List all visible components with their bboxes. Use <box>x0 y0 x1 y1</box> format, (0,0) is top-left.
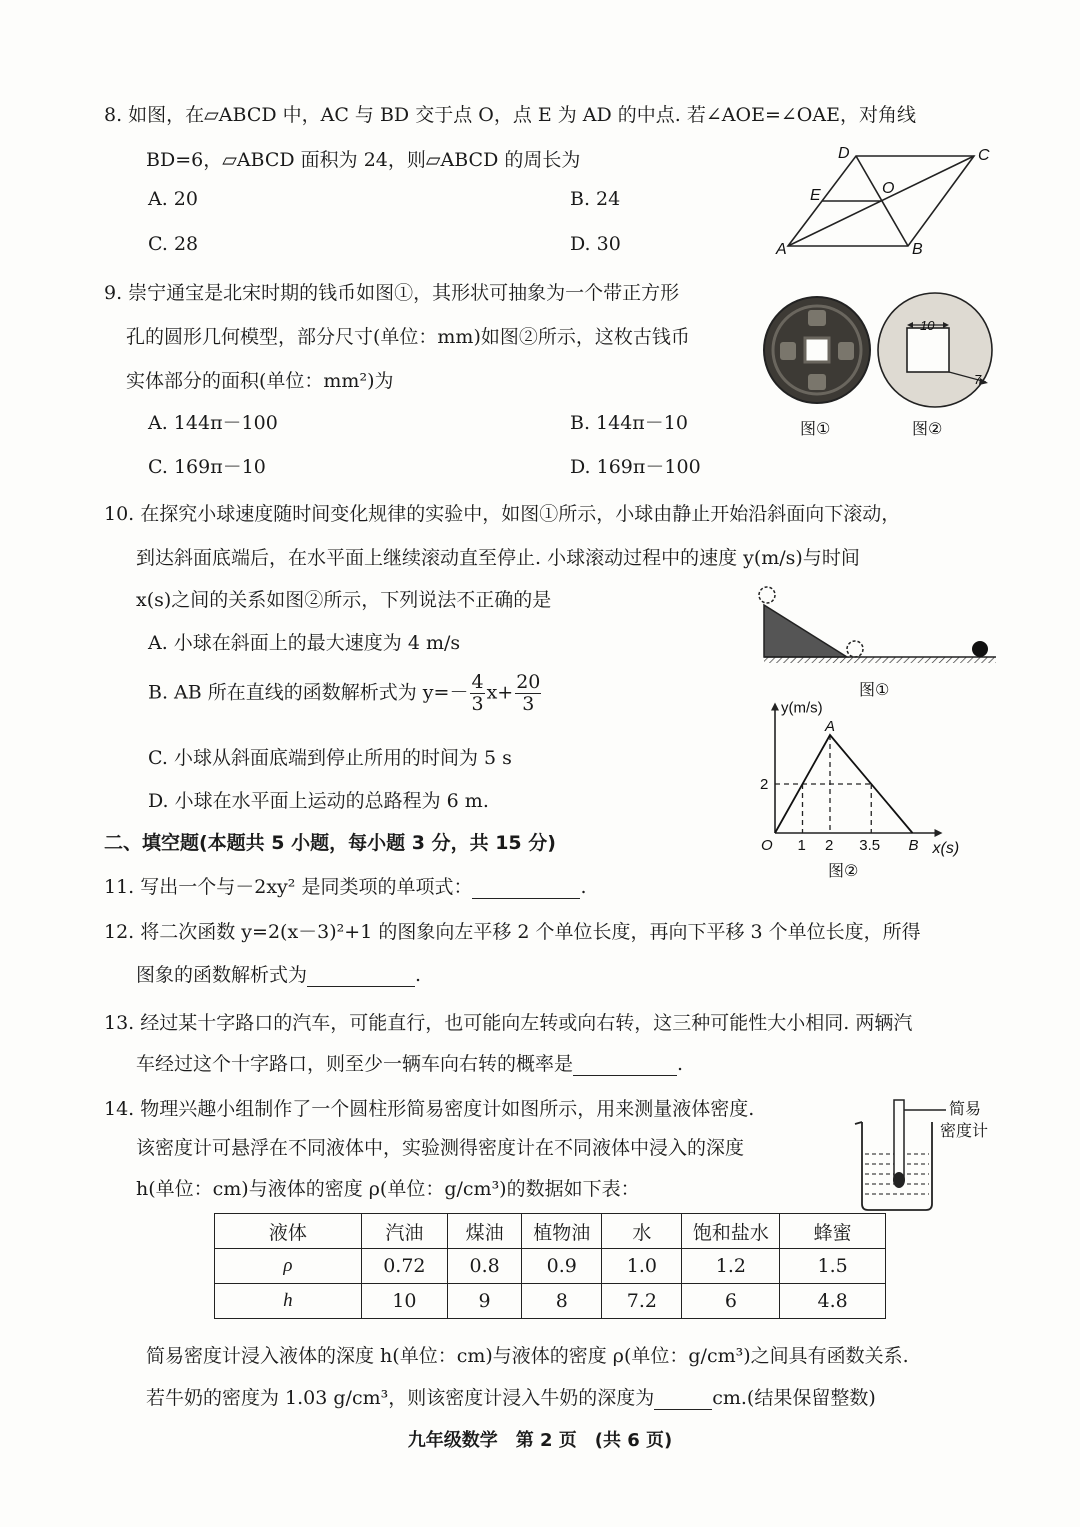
table-cell: 1.2 <box>682 1249 780 1284</box>
x-axis-label: x(s) <box>932 840 960 857</box>
point-label-a: A <box>825 718 836 735</box>
table-header-row <box>215 1214 886 1249</box>
table-cell: 4.8 <box>780 1284 886 1319</box>
table-cell: 0.72 <box>361 1249 447 1284</box>
q11-text: 11. 写出一个与－2xy² 是同类项的单项式： <box>104 876 473 898</box>
q13-text: 车经过这个十字路口，则至少一辆车向右转的概率是 <box>136 1053 574 1075</box>
q8-label-c: C <box>978 147 990 164</box>
frac2-num: 20 <box>516 671 541 693</box>
table-cell: 9 <box>447 1284 521 1319</box>
q9-fig2-label: 图② <box>912 419 943 438</box>
q10-option-d: D. 小球在水平面上运动的总路程为 6 m. <box>148 790 489 812</box>
q10-line1: 10. 在探究小球速度随时间变化规律的实验中，如图①所示，小球由静止开始沿斜面向下滚动， <box>104 503 901 525</box>
q10-option-a: A. 小球在斜面上的最大速度为 4 m/s <box>148 632 461 654</box>
q14-after-line2 <box>146 1383 876 1410</box>
q9-option-c: C. 169π－10 <box>148 456 266 478</box>
q12-answer-blank[interactable] <box>307 964 415 987</box>
y-axis-label: y(m/s) <box>781 700 823 717</box>
q8-label-d: D <box>838 145 850 162</box>
q10-line3: x(s)之间的关系如图②所示，下列说法不正确的是 <box>136 589 552 611</box>
table-cell: 液体 <box>215 1214 362 1249</box>
y-axis-arrow <box>771 703 779 711</box>
q12-end: . <box>415 964 422 986</box>
frac1-den: 3 <box>471 692 484 715</box>
point-label-o: O <box>761 837 773 854</box>
q9-dim-ring: 7 <box>974 372 982 387</box>
table-cell: 汽油 <box>361 1214 447 1249</box>
q9-option-b: B. 144π－10 <box>570 412 688 434</box>
q9-coin-figures <box>760 290 1000 445</box>
q8-line2: BD=6，▱ABCD 面积为 24，则▱ABCD 的周长为 <box>146 149 581 171</box>
q10-fig2-label: 图② <box>828 861 859 880</box>
point-label-b: B <box>908 837 919 854</box>
q14-answer-blank[interactable] <box>654 1387 712 1410</box>
fraction-4-3 <box>470 672 484 715</box>
q12-text: 图象的函数解析式为 <box>136 964 308 986</box>
q13-line1: 13. 经过某十字路口的汽车，可能直行，也可能向左转或向右转，这三种可能性大小相同. 两辆汽 <box>104 1012 913 1034</box>
section2-heading: 二、填空题(本题共 5 小题，每小题 3 分，共 15 分) <box>104 832 556 854</box>
table-cell: ρ <box>215 1249 362 1284</box>
q9-line3: 实体部分的面积(单位：mm²)为 <box>126 370 394 392</box>
coin-photo <box>764 297 870 403</box>
q10-option-b <box>148 672 543 715</box>
x-tick-label: 3.5 <box>859 837 881 854</box>
q8-label-o: O <box>882 180 895 197</box>
table-cell: 植物油 <box>522 1214 602 1249</box>
q13-answer-blank[interactable] <box>573 1053 677 1076</box>
table-cell: 蜂蜜 <box>780 1214 886 1249</box>
q8-parallelogram-figure <box>770 138 1000 258</box>
q9-fig1-label: 图① <box>800 419 831 438</box>
q9-line2: 孔的圆形几何模型，部分尺寸(单位：mm)如图②所示，这枚古钱币 <box>126 326 690 348</box>
fraction-20-3 <box>515 672 541 715</box>
x-axis-arrow <box>935 829 943 837</box>
q14-hydrometer-figure <box>850 1092 1000 1214</box>
q8-option-a: A. 20 <box>148 188 198 210</box>
q14-line1: 14. 物理兴趣小组制作了一个圆柱形简易密度计如图所示，用来测量液体密度. <box>104 1098 755 1120</box>
frac2-den: 3 <box>522 692 535 715</box>
x-tick-label: 1 <box>797 837 806 854</box>
q10-velocity-chart <box>750 700 990 885</box>
q12-line1: 12. 将二次函数 y=2(x－3)²+1 的图象向左平移 2 个单位长度，再向下平移 3 个单位长度，所得 <box>104 921 921 943</box>
q8-option-d: D. 30 <box>570 233 621 255</box>
q10-option-b-prefix: B. AB 所在直线的函数解析式为 y=－ <box>148 681 469 704</box>
q10-option-b-mid: x+ <box>486 681 514 704</box>
table-cell: 饱和盐水 <box>682 1214 780 1249</box>
q14-after-text: 若牛奶的密度为 1.03 g/cm³，则该密度计浸入牛奶的深度为 <box>146 1387 655 1409</box>
q14-after-line1: 简易密度计浸入液体的深度 h(单位：cm)与液体的密度 ρ(单位：g/cm³)之间具有函数关系. <box>146 1345 909 1367</box>
table-cell: 7.2 <box>602 1284 682 1319</box>
q11-answer-blank[interactable] <box>472 876 580 899</box>
q8-label-e: E <box>810 187 821 204</box>
table-cell: 1.0 <box>602 1249 682 1284</box>
x-tick-label: 2 <box>825 837 834 854</box>
q11-line <box>104 872 587 899</box>
table-cell: 煤油 <box>447 1214 521 1249</box>
q8-line1: 8. 如图，在▱ABCD 中，AC 与 BD 交于点 O，点 E 为 AD 的中点. 若∠AOE=∠OAE，对角线 <box>104 104 916 126</box>
table-cell: h <box>215 1284 362 1319</box>
table-cell: 8 <box>522 1284 602 1319</box>
q14-line2: 该密度计可悬浮在不同液体中，实验测得密度计在不同液体中浸入的深度 <box>136 1137 745 1159</box>
table-cell: 0.9 <box>522 1249 602 1284</box>
q9-dim-square: 10 <box>920 318 935 333</box>
q9-option-d: D. 169π－100 <box>570 456 701 478</box>
q11-end: . <box>580 876 587 898</box>
q8-option-b: B. 24 <box>570 188 621 210</box>
q14-fig-label-1: 简易 <box>949 1099 982 1118</box>
q9-line1: 9. 崇宁通宝是北宋时期的钱币如图①，其形状可抽象为一个带正方形 <box>104 282 680 304</box>
q13-end: . <box>677 1053 684 1075</box>
table-cell: 1.5 <box>780 1249 886 1284</box>
q10-option-c: C. 小球从斜面底端到停止所用的时间为 5 s <box>148 747 512 769</box>
table-cell: 10 <box>361 1284 447 1319</box>
table-row <box>215 1284 886 1319</box>
q12-line2 <box>136 960 421 987</box>
q14-line3: h(单位：cm)与液体的密度 ρ(单位：g/cm³)的数据如下表： <box>136 1178 640 1200</box>
table-row <box>215 1249 886 1284</box>
table-cell: 0.8 <box>447 1249 521 1284</box>
q14-fig-label-2: 密度计 <box>940 1121 989 1140</box>
q14-after-end: cm.(结果保留整数) <box>712 1387 876 1409</box>
y-tick-label: 2 <box>760 776 769 793</box>
q10-slope-figure <box>755 585 1000 700</box>
q8-label-b: B <box>912 241 923 258</box>
q8-option-c: C. 28 <box>148 233 199 255</box>
table-cell: 6 <box>682 1284 780 1319</box>
coin-model <box>878 293 992 407</box>
table-cell: 水 <box>602 1214 682 1249</box>
q8-label-a: A <box>776 241 787 258</box>
q10-fig1-label: 图① <box>859 680 890 699</box>
q10-line2: 到达斜面底端后，在水平面上继续滚动直至停止. 小球滚动过程中的速度 y(m/s)与时间 <box>136 547 860 569</box>
q13-line2 <box>136 1049 683 1076</box>
frac1-num: 4 <box>471 671 484 693</box>
page-footer: 九年级数学 第 2 页 (共 6 页) <box>407 1430 673 1451</box>
q14-data-table <box>214 1213 886 1319</box>
q9-option-a: A. 144π－100 <box>148 412 278 434</box>
